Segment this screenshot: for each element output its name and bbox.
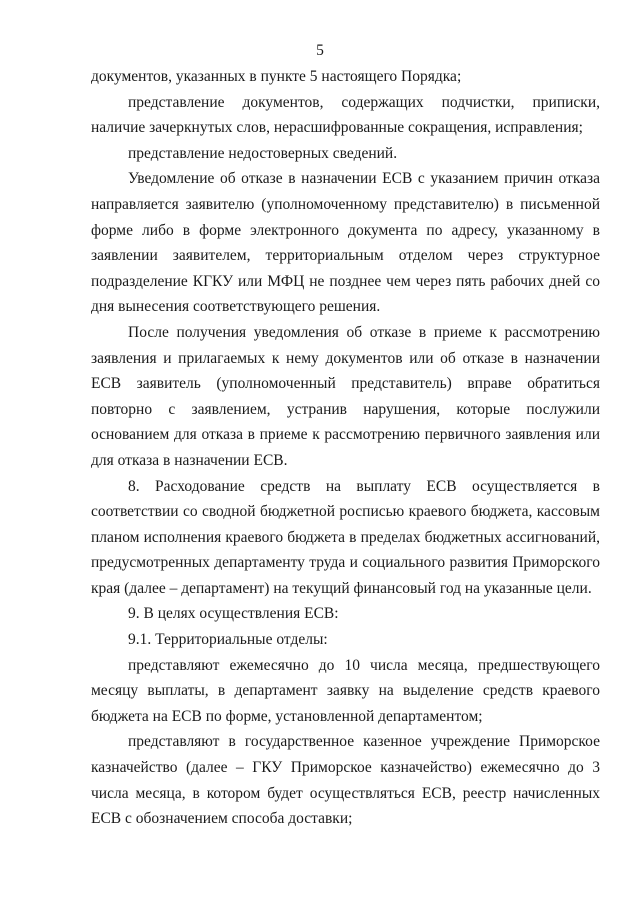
paragraph-corrections-ground: представление документов, содержащих подчистки, приписки, наличие зачеркнутых слов, нерасшифрованные сокращения, исправления;: [91, 93, 600, 137]
paragraph-refusal-notice: Уведомление об отказе в назначении ЕСВ с указанием причин отказа направляется заявителю (уполномоченному представителю) в письменной форме либо в форме электронного документа по адресу, указанному в заявлении заявителем, территориальным отделом через структурное подразделение КГКУ или МФЦ не позднее чем через пять рабочих дней со дня вынесения соответствующего решения.: [91, 170, 600, 316]
paragraph-monthly-request: представляют ежемесячно до 10 числа месяца, предшествующего месяцу выплаты, в департамент заявку на выделение средств краевого бюджета на ЕСВ по форме, установленной департаментом;: [91, 656, 600, 725]
paragraph-section-8: 8. Расходование средств на выплату ЕСВ осуществляется в соответствии со сводной бюджетной росписью краевого бюджета, кассовым планом исполнения краевого бюджета в пределах бюджетных ассигнований, предусмотренных департаменту труда и социального развития Приморского края (далее – департамент) на текущий финансовый год на указанные цели.: [91, 477, 600, 597]
paragraph-continuation: документов, указанных в пункте 5 настоящего Порядка;: [91, 68, 462, 85]
page-number: 5: [316, 42, 324, 59]
paragraph-section-9-1: 9.1. Территориальные отделы:: [128, 631, 328, 649]
document-body: [91, 64, 600, 832]
paragraph-reapplication: После получения уведомления об отказе в приеме к рассмотрению заявления и прилагаемых к нему документов или об отказе в назначении ЕСВ заявитель (уполномоченный представитель) вправе обратиться повторно с заявлением, устранив нарушения, которые послужили основанием для отказа в приеме к рассмотрению первичного заявления или для отказа в назначении ЕСВ.: [91, 323, 600, 469]
paragraph-false-info-ground: представление недостоверных сведений.: [128, 144, 398, 162]
paragraph-section-9: 9. В целях осуществления ЕСВ:: [128, 605, 339, 623]
paragraph-treasury-register: представляют в государственное казенное учреждение Приморское казначейство (далее – ГКУ Приморское казначейство) ежемесячно до 3 числа месяца, в котором будет осуществляться ЕСВ, реестр начисленных ЕСВ с обозначением способа доставки;: [91, 733, 600, 828]
